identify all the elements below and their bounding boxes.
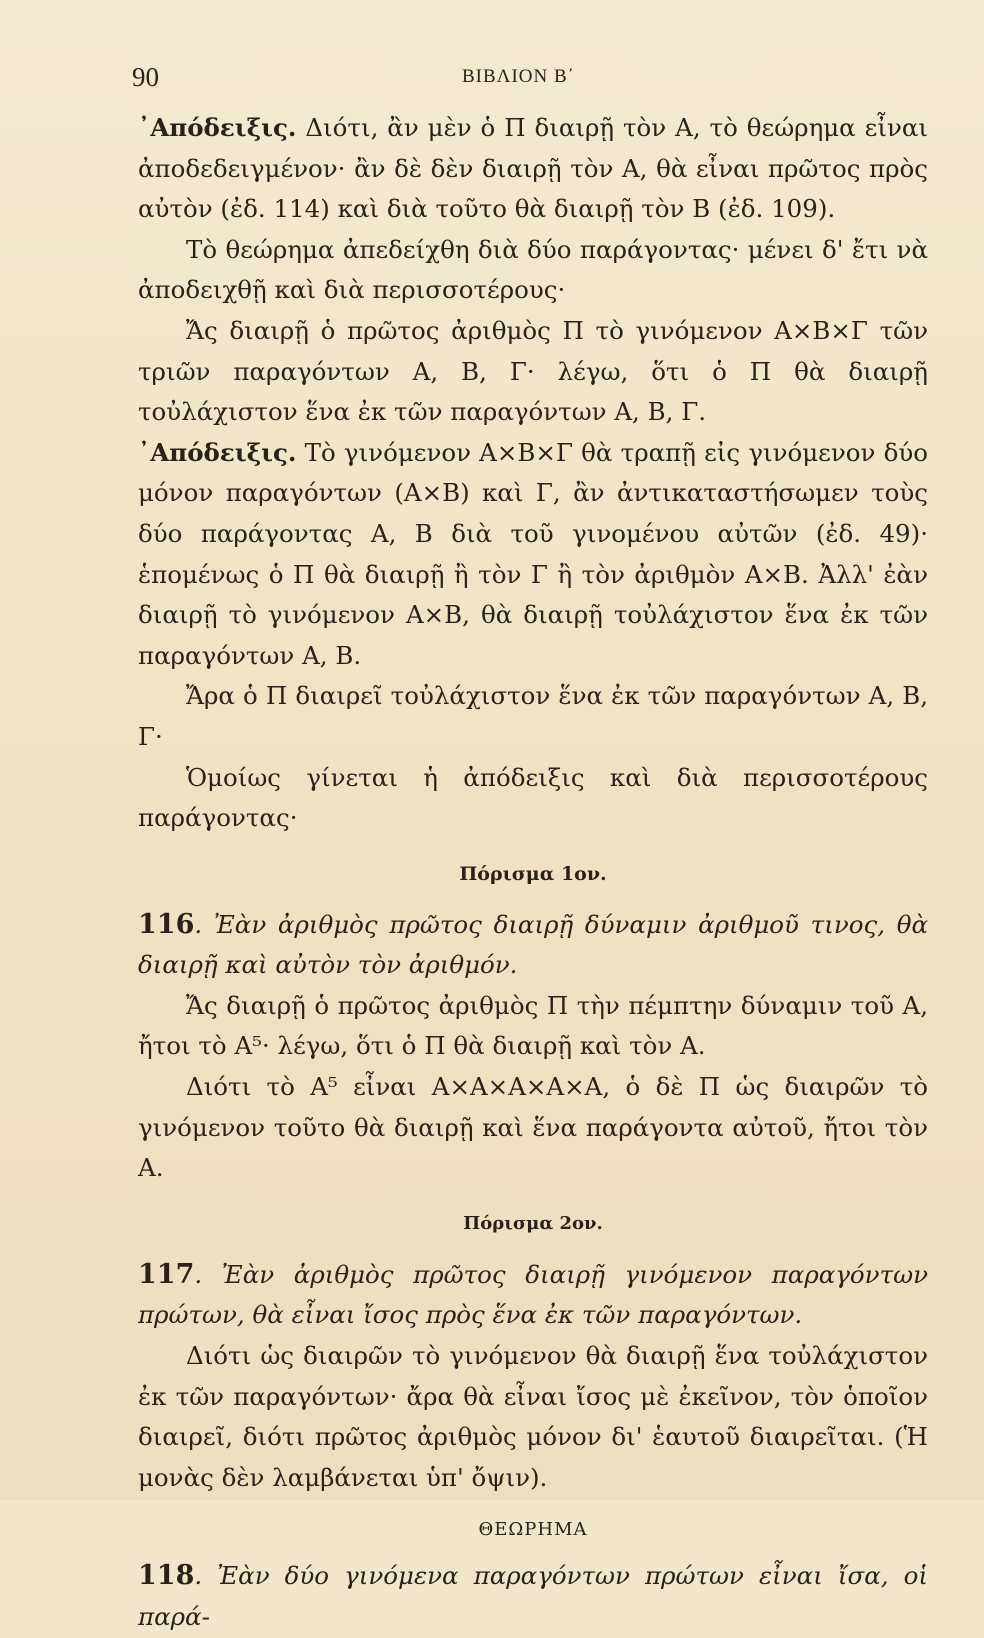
- paragraph-3: Ἄς διαιρῇ ὁ πρῶτος ἀριθμὸς Π τὸ γινόμενον Α×Β×Γ τῶν τριῶν παραγόντων Α, Β, Γ· λέγω, ὅτι ὁ Π θὰ διαιρῇ τοὐλάχιστον ἕνα ἐκ τῶν παραγόντων Α, Β, Γ.: [138, 315, 928, 427]
- page-content: [138, 108, 928, 1638]
- section-117-statement: [138, 1255, 928, 1336]
- section-117-text: . Ἐὰν ἀριθμὸς πρῶτος διαιρῇ γινόμενον παραγόντων πρώτων, θὰ εἶναι ἴσος πρὸς ἕνα ἐκ τῶν παραγόντων.: [138, 1259, 928, 1330]
- theorem-title: ΘΕΩΡΗΜΑ: [478, 1519, 588, 1541]
- section-117-number: 117: [138, 1258, 195, 1290]
- running-head: BIBΛΙΟΝ Β΄: [462, 66, 575, 87]
- section-118-text: . Ἐὰν δύο γινόμενα παραγόντων πρώτων εἶναι ἴσα, οἱ παρά-: [138, 1561, 928, 1631]
- proof-text-2: Τὸ γινόμενον Α×Β×Γ θὰ τραπῇ εἰς γινόμενον δύο μόνον παραγόντων (Α×Β) καὶ Γ, ἂν ἀντικαταστήσωμεν τοὺς δύο παράγοντας Α, Β διὰ τοῦ γινομένου αὐτῶν (ἐδ. 49)· ἑπομένως ὁ Π θὰ διαιρῇ ἢ τὸν Γ ἢ τὸν ἀριθμὸν Α×Β. Ἀλλ' ἐὰν διαιρῇ τὸ γινόμενον Α×Β, θὰ διαιρῇ τοὐλάχιστον ἕνα ἐκ τῶν παραγόντων Α, Β.: [138, 437, 928, 670]
- page-number: 90: [132, 62, 159, 92]
- proof-label: ᾿Απόδειξις.: [138, 113, 297, 142]
- section-116-number: 116: [138, 908, 195, 940]
- section-116-paragraph-1: Ἄς διαιρῇ ὁ πρῶτος ἀριθμὸς Π τὴν πέμπτην δύναμιν τοῦ Α, ἤτοι τὸ Α⁵· λέγω, ὅτι ὁ Π θὰ διαιρῇ καὶ τὸν Α.: [138, 990, 928, 1061]
- paragraph-2: Τὸ θεώρημα ἀπεδείχθη διὰ δύο παράγοντας· μένει δ' ἔτι νὰ ἀποδειχθῇ καὶ διὰ περισσοτέρους·: [138, 234, 928, 305]
- porisma-1-title: Πόρισμα 1ον.: [459, 862, 607, 885]
- proof-paragraph-1: [138, 108, 928, 230]
- section-118-number: 118: [138, 1560, 195, 1592]
- section-117-paragraph-1: Διότι ὡς διαιρῶν τὸ γινόμενον θὰ διαιρῇ ἕνα τοὐλάχιστον ἐκ τῶν παραγόντων· ἄρα θὰ εἶναι ἴσος μὲ ἐκεῖνον, τὸν ὁποῖον διαιρεῖ, διότι πρῶτος ἀριθμὸς μόνον δι' ἑαυτοῦ διαιρεῖται. (Ἡ μονὰς δὲν λαμβάνεται ὑπ' ὄψιν).: [138, 1341, 928, 1492]
- proof-text: Διότι, ἂν μὲν ὁ Π διαιρῇ τὸν Α, τὸ θεώρημα εἶναι ἀποδεδειγμένον· ἂν δὲ δὲν διαιρῇ τὸν Α, θὰ εἶναι πρῶτος πρὸς αὐτὸν (ἐδ. 114) καὶ διὰ τοῦτο θὰ διαιρῇ τὸν Β (ἐδ. 109).: [138, 113, 928, 224]
- porisma-2-title: Πόρισμα 2ον.: [463, 1212, 603, 1234]
- proof-label-2: ᾿Απόδειξις.: [138, 437, 297, 467]
- section-116-statement: [138, 905, 928, 986]
- section-118-statement: [138, 1556, 928, 1637]
- paragraph-6: Ὁμοίως γίνεται ἡ ἀπόδειξις καὶ διὰ περισσοτέρους παράγοντας·: [138, 762, 928, 833]
- section-116-paragraph-2: Διότι τὸ Α⁵ εἶναι Α×Α×Α×Α×Α, ὁ δὲ Π ὡς διαιρῶν τὸ γινόμενον τοῦτο θὰ διαιρῇ καὶ ἕνα παράγοντα αὐτοῦ, ἤτοι τὸν Α.: [138, 1072, 928, 1183]
- page-header: [132, 62, 892, 98]
- paragraph-5: Ἄρα ὁ Π διαιρεῖ τοὐλάχιστον ἕνα ἐκ τῶν παραγόντων Α, Β, Γ·: [138, 681, 928, 751]
- proof-paragraph-2: [138, 433, 928, 677]
- section-116-text: . Ἐὰν ἀριθμὸς πρῶτος διαιρῇ δύναμιν ἀριθμοῦ τινος, θὰ διαιρῇ καὶ αὐτὸν τὸν ἀριθμόν.: [138, 909, 928, 980]
